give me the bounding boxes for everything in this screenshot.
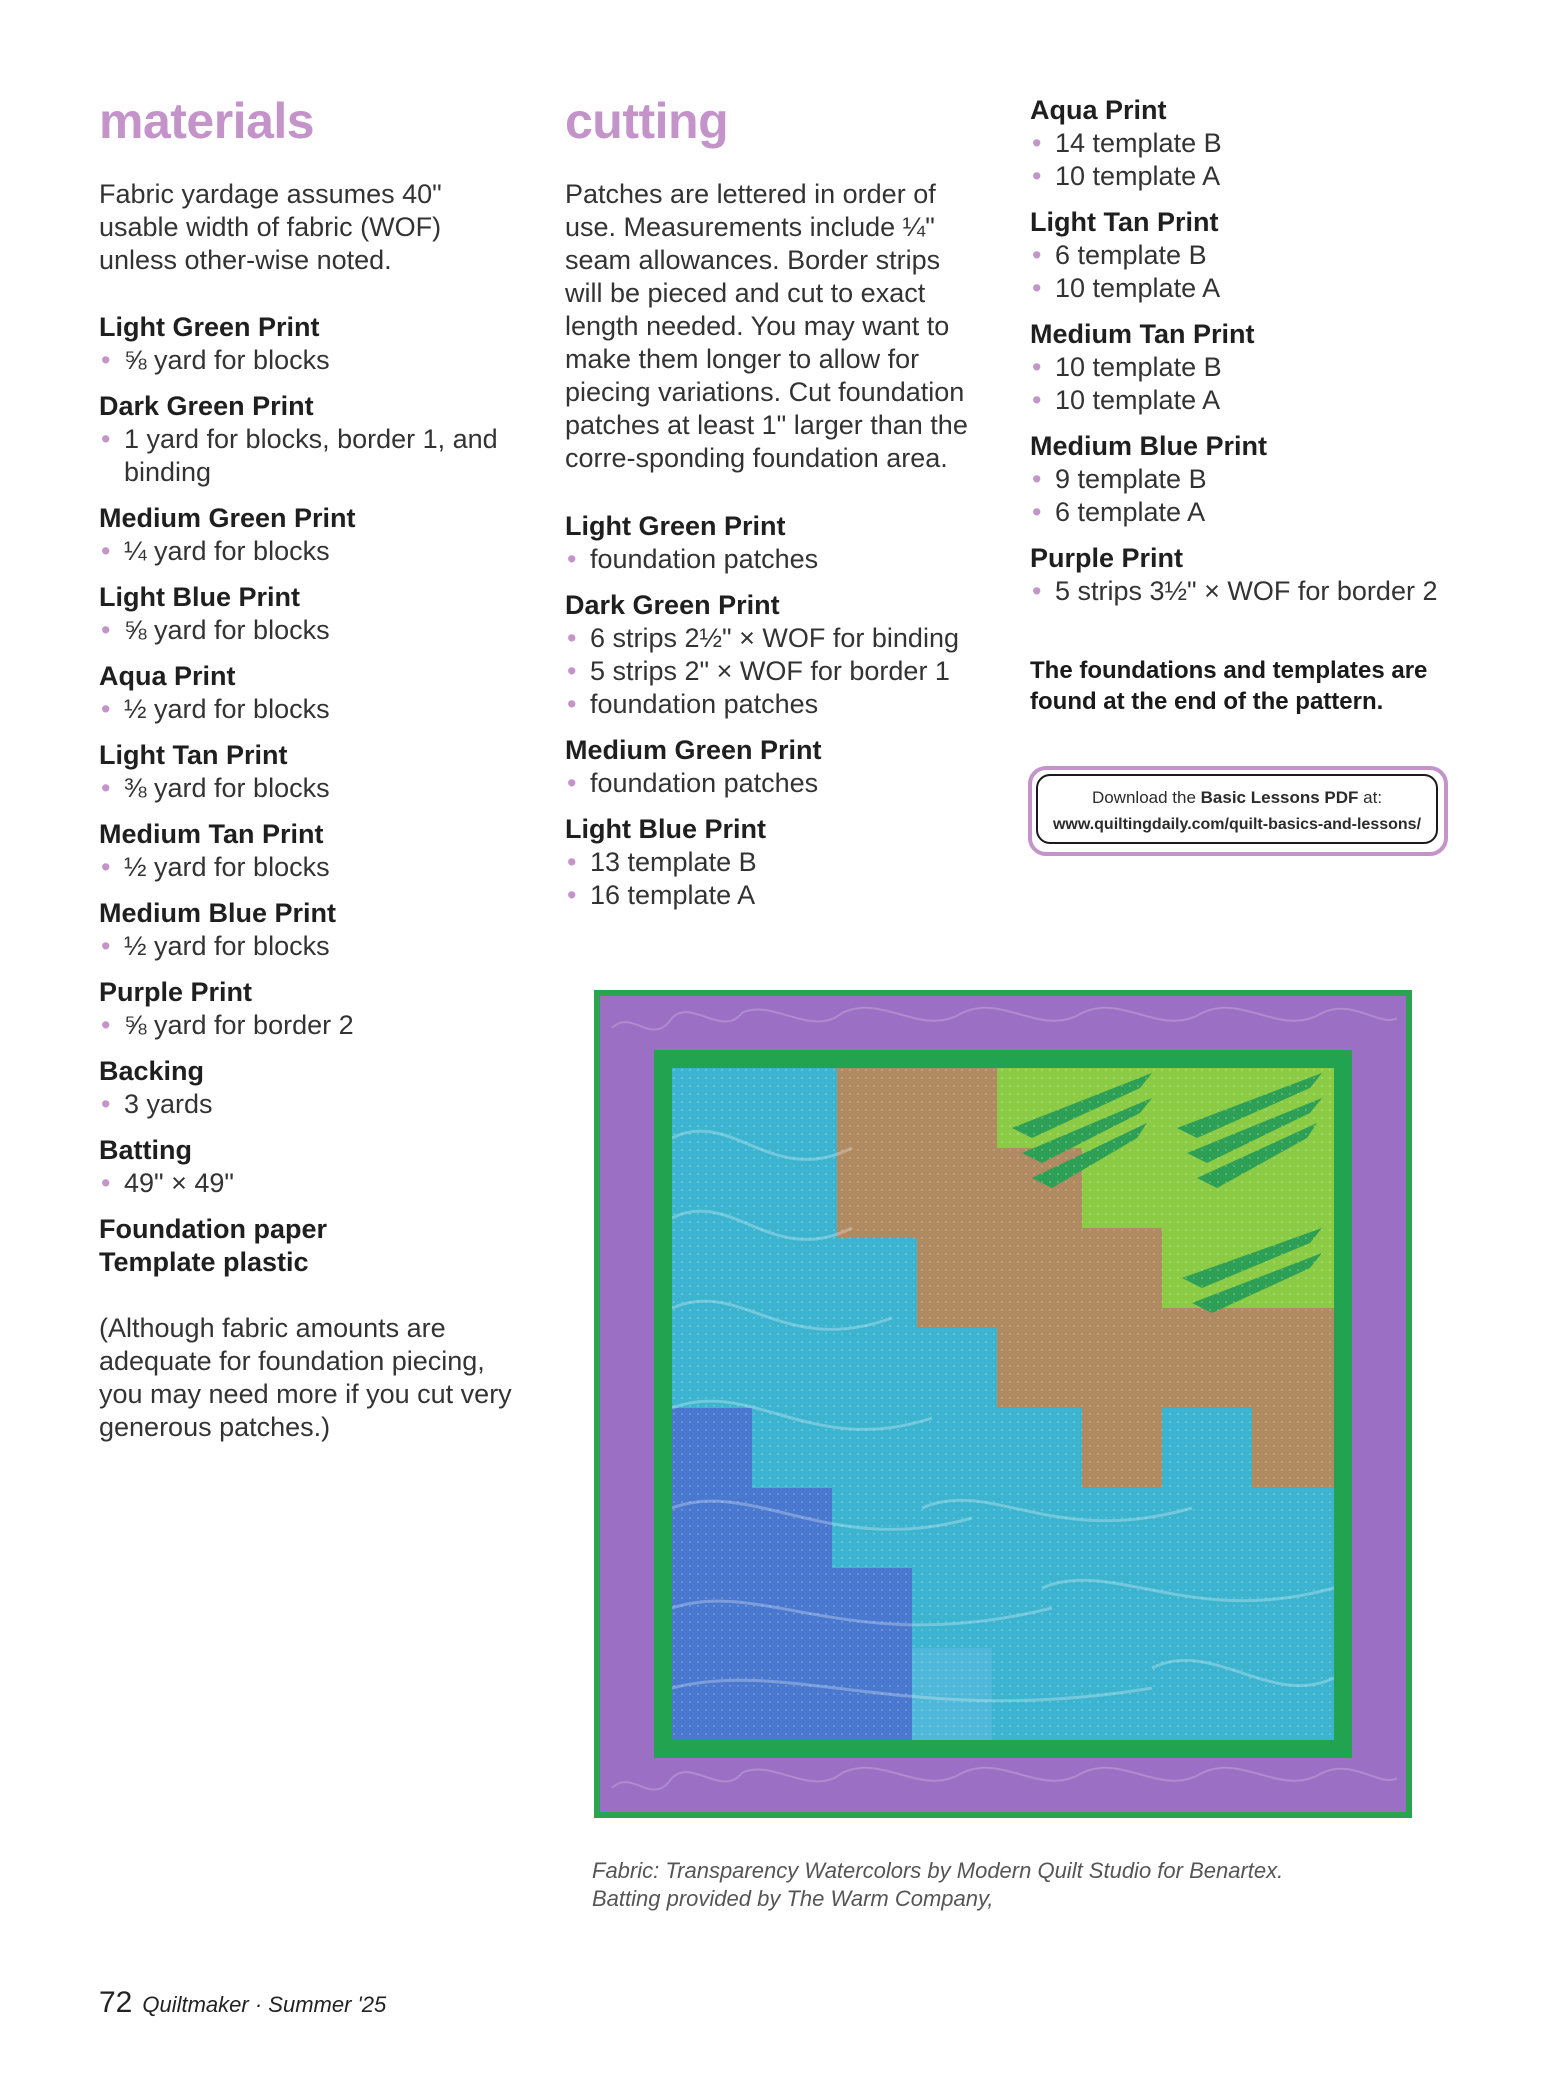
download-pdf-name: Basic Lessons PDF	[1200, 788, 1359, 807]
fabric-name: Dark Green Print	[99, 391, 314, 421]
fabric-item: • 1 yard for blocks, border 1, and binding	[99, 423, 519, 489]
materials-intro: Fabric yardage assumes 40" usable width of fabric (WOF) unless other-wise noted.	[99, 179, 442, 275]
fabric-item: • 10 template A	[1030, 160, 1470, 193]
fabric-entry	[1030, 542, 1470, 608]
fabric-item: • 9 template B	[1030, 463, 1470, 496]
fabric-name: Purple Print	[99, 977, 253, 1007]
fabric-entry	[99, 390, 519, 489]
fabric-name: Medium Green Print	[99, 503, 356, 533]
fabric-item: • ⅝ yard for blocks	[99, 344, 519, 377]
fabric-item: • 10 template B	[1030, 351, 1470, 384]
download-prefix: Download the	[1091, 788, 1201, 807]
fabric-name: Light Green Print	[99, 312, 320, 342]
cutting-intro: Patches are lettered in order of use. Measurements include ¼" seam allowances. Border strips will be pieced and cut to exact length needed. You may want to make them longer to allow for piecing variations. Cut foundation patches at least 1" larger than the corre-sponding foundation area.	[565, 179, 968, 473]
fabric-name: Batting	[99, 1135, 192, 1165]
fabric-item: • foundation patches	[565, 767, 985, 800]
fabric-name: Light Tan Print	[1030, 207, 1219, 237]
fabric-entry	[99, 897, 519, 963]
fabric-item: • ⅜ yard for blocks	[99, 772, 519, 805]
fabric-item: • 3 yards	[99, 1088, 519, 1121]
fabric-item: • ¼ yard for blocks	[99, 535, 519, 568]
fabric-entry	[99, 502, 519, 568]
fabric-item: • ½ yard for blocks	[99, 851, 519, 884]
fabric-item: • 6 template A	[1030, 496, 1470, 529]
download-suffix: at:	[1358, 788, 1383, 807]
fabric-name: Light Tan Print	[99, 740, 288, 770]
fabric-item: • 5 strips 3½" × WOF for border 2	[1030, 575, 1470, 608]
issue-label: · Summer '25	[248, 1992, 387, 2017]
fabric-name: Backing	[99, 1056, 205, 1086]
fabric-name: Medium Blue Print	[99, 898, 337, 928]
fabric-name: Light Blue Print	[99, 582, 300, 612]
extra-supply-item: Foundation paper	[99, 1214, 327, 1244]
fabric-texture	[672, 1068, 1334, 1740]
fabric-item: • ⅝ yard for border 2	[99, 1009, 519, 1042]
caption-line-1: Fabric: Transparency Watercolors by Modern Quilt Studio for Benartex.	[592, 1858, 1284, 1883]
extra-supply-item: Template plastic	[99, 1247, 309, 1277]
fabric-name: Light Green Print	[565, 511, 786, 541]
fabric-item: • 6 template B	[1030, 239, 1470, 272]
fabric-item: • ½ yard for blocks	[99, 930, 519, 963]
fabric-name: Aqua Print	[99, 661, 236, 691]
fabric-item: • foundation patches	[565, 688, 985, 721]
page-footer	[99, 1986, 386, 2020]
photo-caption	[592, 1857, 1392, 1913]
magazine-name: Quiltmaker	[142, 1992, 249, 2017]
download-box	[1028, 766, 1448, 856]
fabric-entry	[99, 818, 519, 884]
fabric-entry	[99, 581, 519, 647]
fabric-entry	[565, 734, 985, 800]
fabric-entry	[565, 510, 985, 576]
download-url-link[interactable]: www.quiltingdaily.com/quilt-basics-and-lessons/	[1052, 816, 1422, 833]
fabric-item: • 13 template B	[565, 846, 985, 879]
fabric-entry	[1030, 318, 1470, 417]
fabric-name: Purple Print	[1030, 543, 1184, 573]
fabric-entry	[565, 589, 985, 721]
fabric-item: • 5 strips 2" × WOF for border 1	[565, 655, 985, 688]
fabric-item: • 14 template B	[1030, 127, 1470, 160]
fabric-item: • foundation patches	[565, 543, 985, 576]
fabric-entry	[99, 976, 519, 1042]
fabric-name: Dark Green Print	[565, 590, 780, 620]
fabric-item: • ⅝ yard for blocks	[99, 614, 519, 647]
cutting-list-right	[1030, 94, 1470, 621]
cutting-heading: cutting	[565, 93, 729, 149]
fabric-item: • ½ yard for blocks	[99, 693, 519, 726]
cutting-list-left	[565, 510, 985, 925]
materials-note: (Although fabric amounts are adequate for foundation piecing, you may need more if you cut very generous patches.)	[99, 1313, 512, 1442]
fabric-entry	[99, 660, 519, 726]
fabric-entry	[565, 813, 985, 912]
caption-line-2: Batting provided by The Warm Company,	[592, 1886, 994, 1911]
fabric-item: • 10 template A	[1030, 384, 1470, 417]
fabric-item: • 10 template A	[1030, 272, 1470, 305]
fabric-entry	[1030, 206, 1470, 305]
extra-supplies	[99, 1213, 519, 1279]
fabric-item: • 16 template A	[565, 879, 985, 912]
fabric-name: Light Blue Print	[565, 814, 766, 844]
fabric-name: Medium Tan Print	[99, 819, 324, 849]
materials-heading: materials	[99, 93, 315, 149]
fabric-entry	[99, 1055, 519, 1121]
fabric-name: Medium Blue Print	[1030, 431, 1268, 461]
fabric-name: Medium Tan Print	[1030, 319, 1255, 349]
quilt-field	[672, 1068, 1334, 1740]
materials-list	[99, 311, 519, 1444]
foundations-note: The foundations and templates are found at the end of the pattern.	[1030, 657, 1428, 715]
download-box-inner	[1036, 774, 1438, 844]
page-number: 72	[99, 1986, 133, 2019]
fabric-item: • 49" × 49"	[99, 1167, 519, 1200]
fabric-entry	[99, 311, 519, 377]
quilt-photo	[592, 988, 1414, 1820]
fabric-name: Medium Green Print	[565, 735, 822, 765]
download-line	[1038, 784, 1436, 811]
fabric-name: Aqua Print	[1030, 95, 1167, 125]
fabric-entry	[99, 739, 519, 805]
fabric-entry	[99, 1134, 519, 1200]
fabric-entry	[1030, 430, 1470, 529]
fabric-item: • 6 strips 2½" × WOF for binding	[565, 622, 985, 655]
fabric-entry	[1030, 94, 1470, 193]
